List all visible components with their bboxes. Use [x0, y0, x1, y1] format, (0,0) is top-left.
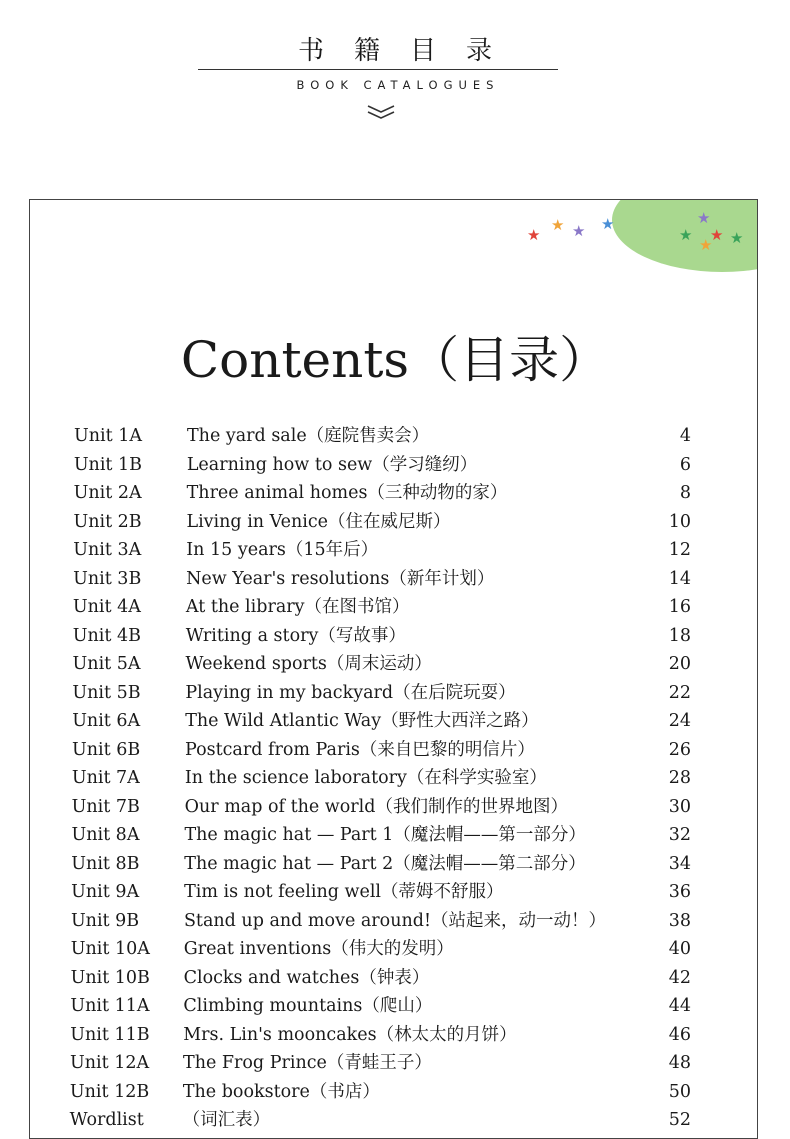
toc-entry [70, 1106, 691, 1134]
svg-text:★: ★ [527, 226, 541, 244]
stars-decoration-icon [517, 200, 757, 290]
toc-page-number: 52 [668, 1110, 691, 1130]
toc-unit-label: Unit 3A [73, 540, 142, 560]
toc-entry [72, 764, 691, 792]
toc-page-number: 46 [668, 1024, 691, 1045]
toc-entry [73, 650, 691, 678]
toc-entry [70, 1021, 691, 1049]
toc-page-number: 40 [668, 939, 691, 959]
svg-text:★: ★ [572, 222, 586, 240]
toc-topic-title: The yard sale（庭院售卖会） [187, 426, 430, 446]
toc-page-number: 4 [679, 426, 691, 446]
toc-entry [74, 422, 691, 450]
svg-text:★: ★ [730, 229, 744, 247]
toc-entry [74, 451, 691, 479]
toc-page-number: 30 [668, 796, 691, 817]
catalogue-title-cn: 书籍目录 [297, 36, 522, 66]
toc-entry [73, 508, 691, 536]
svg-text:★: ★ [697, 209, 711, 227]
toc-unit-label: Unit 10B [70, 967, 150, 988]
toc-entry [71, 935, 691, 963]
toc-topic-title: The magic hat — Part 1（魔法帽——第一部分） [184, 825, 586, 845]
toc-page-number: 42 [668, 967, 691, 988]
toc-topic-title: Tim is not feeling well（蒂姆不舒服） [184, 882, 504, 902]
toc-page-number: 6 [679, 454, 691, 475]
toc-unit-label: Unit 9A [71, 882, 140, 902]
toc-page-number: 32 [668, 825, 691, 845]
toc-entry [72, 679, 691, 707]
toc-unit-label: Unit 1B [73, 454, 143, 475]
toc-page-number: 8 [679, 483, 691, 503]
toc-topic-title: Three animal homes（三种动物的家） [186, 483, 508, 503]
svg-text:★: ★ [601, 215, 615, 233]
svg-text:★: ★ [679, 226, 693, 244]
toc-unit-label: Unit 11B [70, 1024, 150, 1045]
toc-topic-title: Living in Venice（住在威尼斯） [186, 511, 451, 532]
toc-topic-title: The Frog Prince（青蛙王子） [183, 1053, 432, 1073]
toc-entry [70, 1078, 691, 1106]
toc-unit-label: Unit 7A [71, 768, 140, 788]
toc-topic-title: New Year's resolutions（新年计划） [186, 568, 495, 589]
toc-unit-label: Unit 1A [74, 426, 142, 446]
toc-topic-title: Mrs. Lin's mooncakes（林太太的月饼） [183, 1024, 517, 1045]
svg-text:★: ★ [699, 236, 713, 254]
toc-unit-label: Wordlist [69, 1110, 144, 1130]
toc-entry [70, 1049, 691, 1077]
toc-topic-title: Weekend sports（周末运动） [185, 654, 432, 674]
toc-topic-title: At the library（在图书馆） [185, 597, 410, 617]
toc-unit-label: Unit 11A [70, 996, 150, 1016]
toc-page-number: 24 [668, 711, 691, 731]
toc-topic-title: Stand up and move around!（站起来，动一动！） [183, 910, 606, 931]
toc-page-number: 36 [668, 882, 691, 902]
toc-page-number: 50 [668, 1081, 691, 1102]
toc-page-number: 48 [668, 1053, 691, 1073]
toc-unit-label: Unit 10A [70, 939, 150, 959]
toc-page-number: 28 [668, 768, 691, 788]
toc-entry [72, 736, 691, 764]
toc-entry [74, 479, 691, 507]
toc-page-number: 20 [668, 654, 691, 674]
toc-unit-label: Unit 4A [72, 597, 141, 617]
toc-page-number: 22 [668, 682, 691, 703]
contents-title: Contents（目录） [180, 331, 610, 389]
toc-page-number: 14 [668, 568, 691, 589]
toc-entry [70, 992, 691, 1020]
toc-page-number: 18 [668, 625, 691, 646]
toc-topic-title: In the science laboratory（在科学实验室） [184, 768, 547, 788]
toc-topic-title: The bookstore（书店） [182, 1081, 380, 1102]
toc-unit-label: Unit 6A [72, 711, 141, 731]
toc-page-number: 44 [668, 996, 691, 1016]
toc-unit-label: Unit 2A [73, 483, 142, 503]
toc-unit-label: Unit 8B [71, 853, 140, 874]
double-chevron-down-icon [366, 104, 396, 120]
toc-entry [72, 793, 691, 821]
toc-topic-title: Great inventions（伟大的发明） [183, 939, 454, 959]
toc-entry [72, 707, 691, 735]
toc-topic-title: Our map of the world（我们制作的世界地图） [184, 796, 568, 817]
toc-unit-label: Unit 5B [72, 682, 141, 703]
toc-page-number: 38 [668, 910, 691, 931]
header-divider [198, 69, 558, 70]
toc-unit-label: Unit 6B [72, 739, 141, 760]
toc-entry [71, 907, 691, 935]
toc-unit-label: Unit 12A [70, 1053, 150, 1073]
toc-page-number: 26 [668, 739, 691, 760]
toc-unit-label: Unit 12B [69, 1081, 150, 1102]
toc-unit-label: Unit 7B [71, 796, 140, 817]
toc-entry [71, 878, 691, 906]
toc-topic-title: Postcard from Paris（来自巴黎的明信片） [185, 739, 535, 760]
toc-topic-title: Clocks and watches（钟表） [183, 967, 430, 988]
toc-entry [71, 850, 691, 878]
toc-entry [73, 536, 691, 564]
toc-entry [73, 565, 691, 593]
toc-page-number: 10 [668, 511, 691, 532]
toc-topic-title: The magic hat — Part 2（魔法帽——第二部分） [184, 853, 586, 874]
toc-entry [71, 964, 691, 992]
toc-unit-label: Unit 2B [73, 511, 142, 532]
toc-unit-label: Unit 3B [73, 568, 142, 589]
toc-topic-title: Writing a story（写故事） [185, 625, 406, 646]
svg-text:★: ★ [551, 216, 565, 234]
toc-entry [73, 622, 691, 650]
toc-page-number: 12 [668, 540, 691, 560]
toc-entry [73, 593, 691, 621]
toc-unit-label: Unit 5A [72, 654, 141, 674]
toc-topic-title: The Wild Atlantic Way（野性大西洋之路） [185, 711, 539, 731]
toc-entry [71, 821, 691, 849]
toc-topic-title: Playing in my backyard（在后院玩耍） [185, 682, 516, 703]
catalogue-title-en: BOOK CATALOGUES [296, 78, 500, 92]
svg-text:★: ★ [710, 226, 724, 244]
toc-topic-title: Learning how to sew（学习缝纫） [186, 454, 478, 475]
toc-topic-title: Climbing mountains（爬山） [183, 996, 433, 1016]
toc-page-number: 34 [668, 853, 691, 874]
toc-unit-label: Unit 8A [71, 825, 140, 845]
toc-unit-label: Unit 4B [72, 625, 141, 646]
toc-topic-title: In 15 years（15年后） [186, 540, 379, 560]
toc-topic-title: （词汇表） [182, 1110, 271, 1130]
toc-unit-label: Unit 9B [70, 910, 140, 931]
toc-page-number: 16 [668, 597, 691, 617]
